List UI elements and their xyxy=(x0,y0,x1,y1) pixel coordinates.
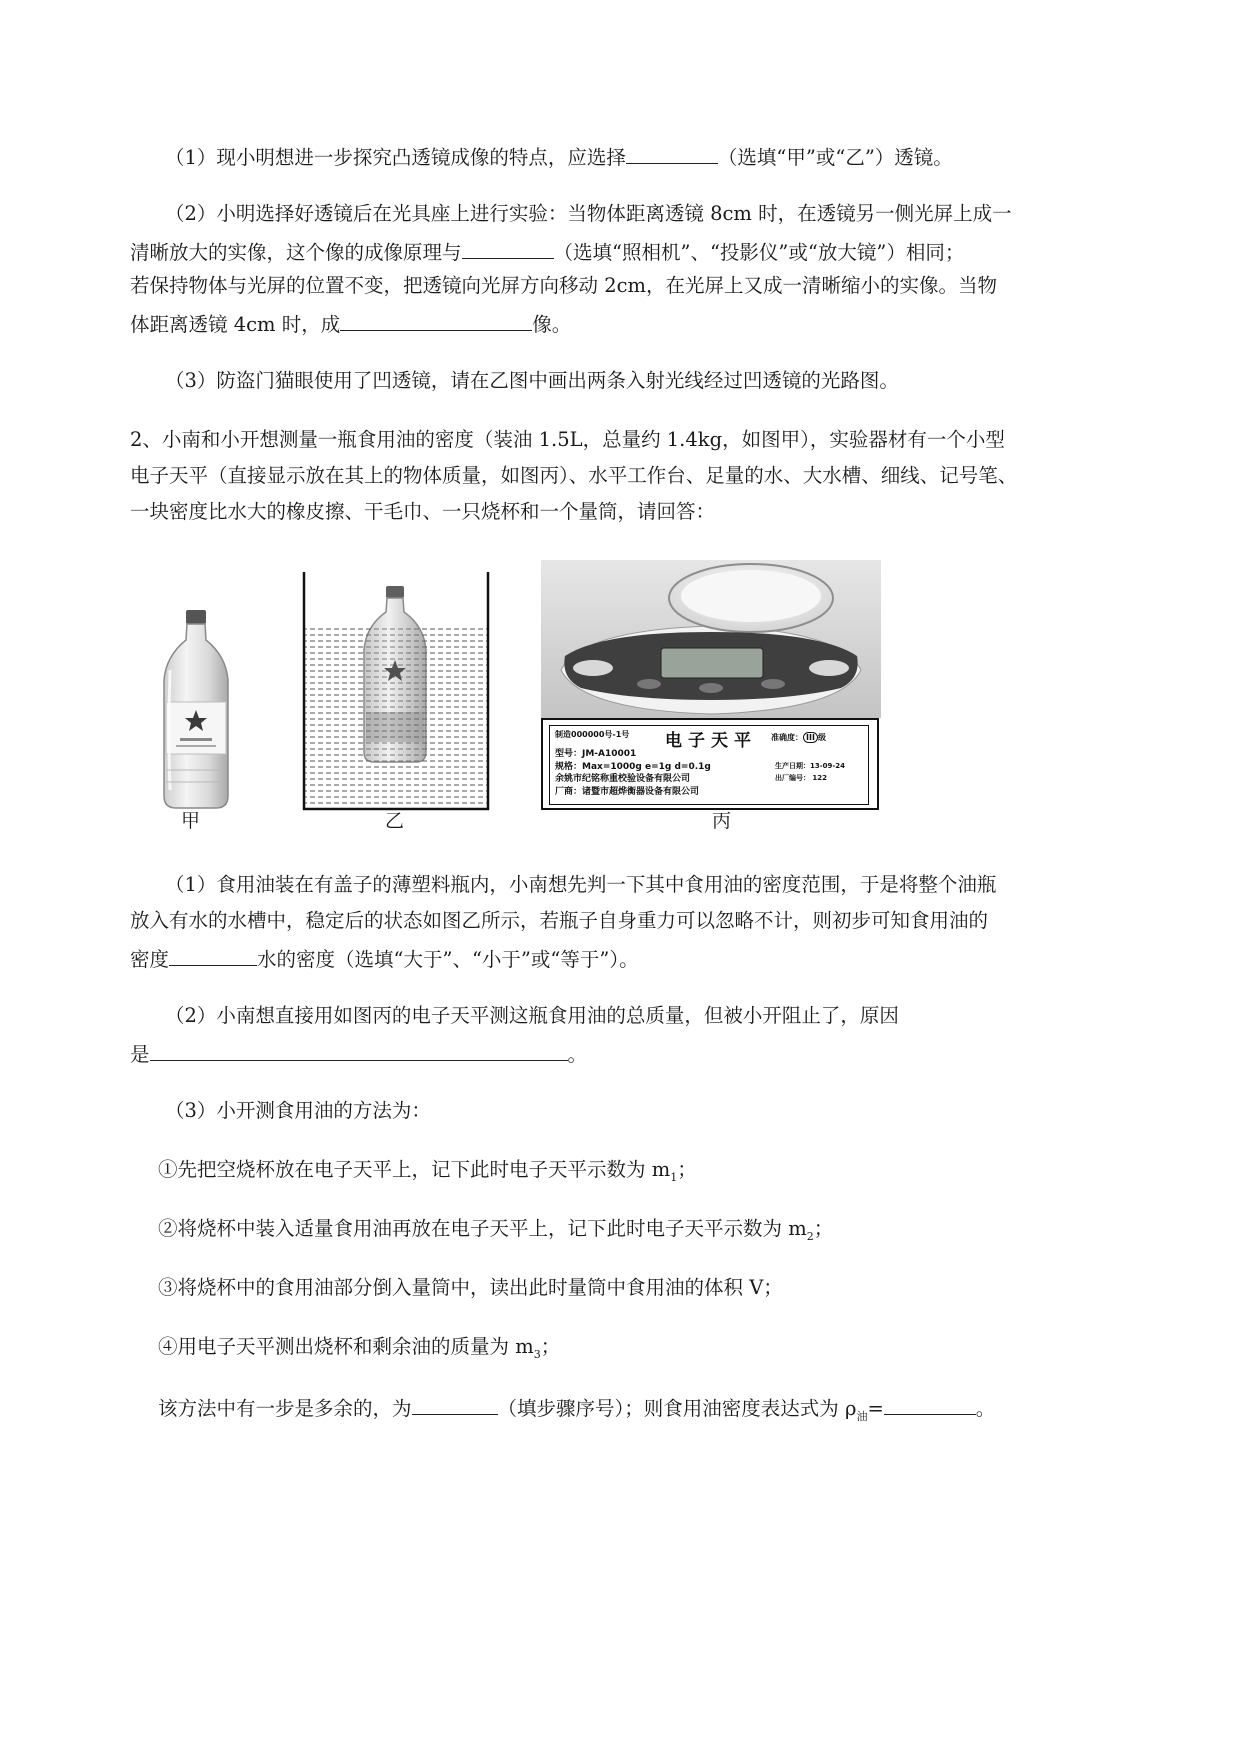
q1-part2-line2: 清晰放大的实像，这个像的成像原理与 （选填“照相机”、“投影仪”或“放大镜”）相同； xyxy=(130,236,964,267)
method-step-1: ①先把空烧杯放在电子天平上，记下此时电子天平示数为 $m_1$； xyxy=(158,1158,697,1184)
figure-label-b: 乙 xyxy=(385,810,405,832)
final-question: 该方法中有一步是多余的，为 （填步骤序号）；则食用油密度表达式为 $\rho_油=$ 。 xyxy=(158,1392,995,1431)
scale-title: 电子天平 xyxy=(665,731,757,751)
q2-intro-line2: 电子天平（直接显示放在其上的物体质量，如图丙）、水平工作台、足量的水、大水槽、细线、记号笔、 xyxy=(130,464,1018,487)
answer-blank-lens[interactable] xyxy=(626,141,718,164)
scale-maker2: 厂商：诸暨市超烨衡器设备有限公司 xyxy=(555,787,700,797)
q1-part2-line1: （2）小明选择好透镜后在光具座上进行实验：当物体距离透镜 8cm 时，在透镜另一侧光屏上成一 xyxy=(165,202,1012,225)
q1-part3: （3）防盗门猫眼使用了凹透镜，请在乙图中画出两条入射光线经过凹透镜的光路图。 xyxy=(165,369,899,392)
answer-blank-reason[interactable] xyxy=(150,1038,568,1061)
answer-blank-principle[interactable] xyxy=(462,236,554,259)
figure-water-tank xyxy=(302,572,490,812)
scale-display xyxy=(661,648,763,678)
scale-accuracy: 准确度： III 级 xyxy=(771,733,826,742)
answer-blank-density[interactable] xyxy=(169,943,257,966)
answer-blank-expression[interactable] xyxy=(884,1392,976,1415)
q2-part1-line2: 放入有水的水槽中，稳定后的状态如图乙所示，若瓶子自身重力可以忽略不计，则初步可知食用油的 xyxy=(130,909,989,932)
q2-part1-line1: （1）食用油装在有盖子的薄塑料瓶内，小南想先判一下其中食用油的密度范围，于是将整个油瓶 xyxy=(165,873,997,896)
answer-blank-image[interactable] xyxy=(340,308,532,331)
figure-bottle xyxy=(160,610,232,810)
q1-part2-line3: 若保持物体与光屏的位置不变，把透镜向光屏方向移动 2cm，在光屏上又成一清晰缩小的实像。当物 xyxy=(130,274,998,297)
method-step-3: ③将烧杯中的食用油部分倒入量筒中，读出此时量筒中食用油的体积 V； xyxy=(158,1276,783,1299)
scale-maker1: 余姚市纪铭称重校验设备有限公司 xyxy=(555,774,691,784)
scale-spec: 规格：Max=1000g e=1g d=0.1g xyxy=(555,762,711,772)
method-step-4: ④用电子天平测出烧杯和剩余油的质量为 $m_3$； xyxy=(158,1335,561,1361)
scale-serial: 出厂编号： 122 xyxy=(775,774,828,782)
figure-label-c: 丙 xyxy=(712,810,732,832)
q1-part2-line4: 体距离透镜 4cm 时，成 像。 xyxy=(130,308,571,339)
answer-blank-extra-step[interactable] xyxy=(412,1392,498,1415)
scale-date: 生产日期：13-09-24 xyxy=(775,762,846,770)
q2-part3: （3）小开测食用油的方法为： xyxy=(165,1099,431,1122)
scale-button-right[interactable] xyxy=(761,679,785,689)
q1-part1: （1）现小明想进一步探究凸透镜成像的特点，应选择 （选填“甲”或“乙”）透镜。 xyxy=(165,141,953,172)
q2-part2-line1: （2）小南想直接用如图丙的电子天平测这瓶食用油的总质量，但被小开阻止了，原因 xyxy=(165,1004,899,1027)
scale-button-left[interactable] xyxy=(637,679,661,689)
q2-intro-line1: 2、小南和小开想测量一瓶食用油的密度（装油 1.5L，总量约 1.4kg，如图甲），实验器材有一个小型 xyxy=(130,428,1005,451)
scale-button-middle[interactable] xyxy=(699,683,723,693)
scale-nameplate xyxy=(541,718,879,810)
scale-model: 型号：JM-A10001 xyxy=(555,749,637,759)
method-step-2: ②将烧杯中装入适量食用油再放在电子天平上，记下此时电子天平示数为 $m_2$； xyxy=(158,1217,834,1243)
q2-part2-line2: 是 。 xyxy=(130,1038,587,1069)
q2-part1-line3: 密度 水的密度（选填“大于”、“小于”或“等于”）。 xyxy=(130,943,639,974)
figure-label-a: 甲 xyxy=(181,810,201,832)
scale-cert: 制造000000号-1号 xyxy=(555,730,630,739)
q2-intro-line3: 一块密度比水大的橡皮擦、干毛巾、一只烧杯和一个量筒，请回答： xyxy=(130,500,716,523)
figure-scale-photo xyxy=(541,560,881,718)
